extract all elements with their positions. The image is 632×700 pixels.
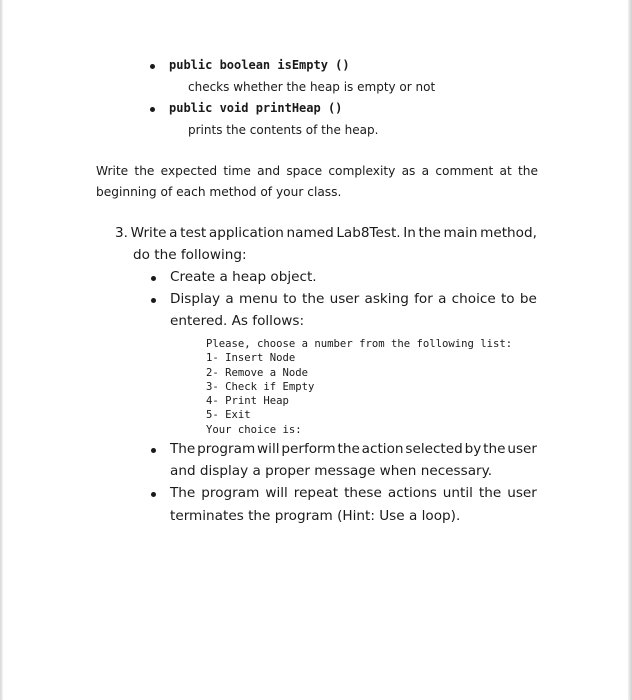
task3-bullet-repeat-line-1 xyxy=(170,485,537,501)
page-edge-right xyxy=(628,0,632,700)
task3-bullet-repeat-line-2: terminates the program (Hint: Use a loop). xyxy=(170,508,461,524)
bullet-icon xyxy=(151,448,156,453)
bullet-word: selected xyxy=(405,441,463,457)
complexity-word: Write xyxy=(96,164,129,178)
bullet-word: choice xyxy=(451,291,496,307)
method-description-isempty: checks whether the heap is empty or not xyxy=(188,80,436,94)
menu-line: 1- Insert Node xyxy=(206,352,296,365)
complexity-word: space xyxy=(286,164,323,178)
bullet-word: these xyxy=(344,485,382,501)
bullet-word: program xyxy=(197,441,256,457)
bullet-word: for xyxy=(414,291,433,307)
task3-word: the xyxy=(418,225,441,241)
bullet-word: to xyxy=(500,291,515,307)
bullet-icon xyxy=(150,107,155,112)
bullet-icon xyxy=(151,276,156,281)
complexity-word: complexity xyxy=(328,164,396,178)
bullet-word: user xyxy=(507,485,537,501)
task3-line-1 xyxy=(115,225,537,241)
task3-bullet-perform-line-1 xyxy=(170,441,537,457)
bullet-word: user xyxy=(507,441,537,457)
complexity-note-line-1 xyxy=(96,164,538,178)
method-signature-isempty: public boolean isEmpty () xyxy=(169,58,350,72)
bullet-word: a xyxy=(225,291,234,307)
complexity-word: at xyxy=(499,164,512,178)
menu-line: 3- Check if Empty xyxy=(206,380,315,393)
task3-line-2: do the following: xyxy=(133,247,247,263)
bullet-word: repeat xyxy=(293,485,339,501)
bullet-word: by xyxy=(464,441,482,457)
task3-word: 3. xyxy=(115,225,128,241)
bullet-word: a xyxy=(438,291,447,307)
bullet-icon xyxy=(151,492,156,497)
bullet-word: the xyxy=(483,441,506,457)
complexity-word: as xyxy=(401,164,416,178)
bullet-word: program xyxy=(201,485,260,501)
complexity-word: a xyxy=(421,164,430,178)
bullet-word: The xyxy=(170,441,196,457)
bullet-word: menu xyxy=(238,291,278,307)
bullet-icon xyxy=(150,64,155,69)
task3-word: a xyxy=(169,225,178,241)
bullet-word: will xyxy=(257,441,280,457)
bullet-word: The xyxy=(170,485,196,501)
complexity-word: time xyxy=(223,164,251,178)
complexity-word: and xyxy=(257,164,281,178)
bullet-word: be xyxy=(519,291,537,307)
bullet-word: the xyxy=(337,441,360,457)
task3-word: application xyxy=(208,225,284,241)
task3-word: test xyxy=(180,225,207,241)
task3-word: main xyxy=(443,225,478,241)
bullet-word: asking xyxy=(364,291,409,307)
complexity-word: the xyxy=(517,164,538,178)
task3-word: In xyxy=(403,225,416,241)
task3-word: Write xyxy=(130,225,167,241)
complexity-word: comment xyxy=(435,164,494,178)
task3-bullet-display-menu-line-1 xyxy=(170,291,537,307)
bullet-word: will xyxy=(265,485,288,501)
task3-word: Lab8Test. xyxy=(336,225,401,241)
menu-line: Your choice is: xyxy=(206,423,302,436)
bullet-word: until xyxy=(442,485,473,501)
bullet-word: user xyxy=(329,291,360,307)
method-signature-printheap: public void printHeap () xyxy=(169,101,343,115)
bullet-word: Display xyxy=(170,291,221,307)
menu-line: 4- Print Heap xyxy=(206,395,289,408)
complexity-note-line-2: beginning of each method of your class. xyxy=(96,185,342,199)
task3-bullet-create-heap: Create a heap object. xyxy=(170,269,317,285)
task3-bullet-perform-line-2: and display a proper message when necessary. xyxy=(170,463,493,479)
menu-line: 2- Remove a Node xyxy=(206,366,309,379)
task3-bullet-display-menu-line-2: entered. As follows: xyxy=(170,313,305,329)
menu-line: 5- Exit xyxy=(206,409,251,422)
bullet-word: perform xyxy=(281,441,336,457)
bullet-word: to xyxy=(283,291,297,307)
method-description-printheap: prints the contents of the heap. xyxy=(188,123,379,137)
bullet-word: the xyxy=(302,291,325,307)
task3-word: method, xyxy=(480,225,537,241)
bullet-word: actions xyxy=(387,485,437,501)
complexity-word: expected xyxy=(160,164,218,178)
menu-code-block xyxy=(206,337,512,437)
bullet-word: action xyxy=(361,441,404,457)
task3-word: named xyxy=(286,225,334,241)
bullet-word: the xyxy=(478,485,502,501)
page-edge-left xyxy=(0,0,3,700)
bullet-icon xyxy=(151,298,156,303)
menu-line: Please, choose a number from the following list: xyxy=(206,338,513,350)
complexity-word: the xyxy=(134,164,155,178)
